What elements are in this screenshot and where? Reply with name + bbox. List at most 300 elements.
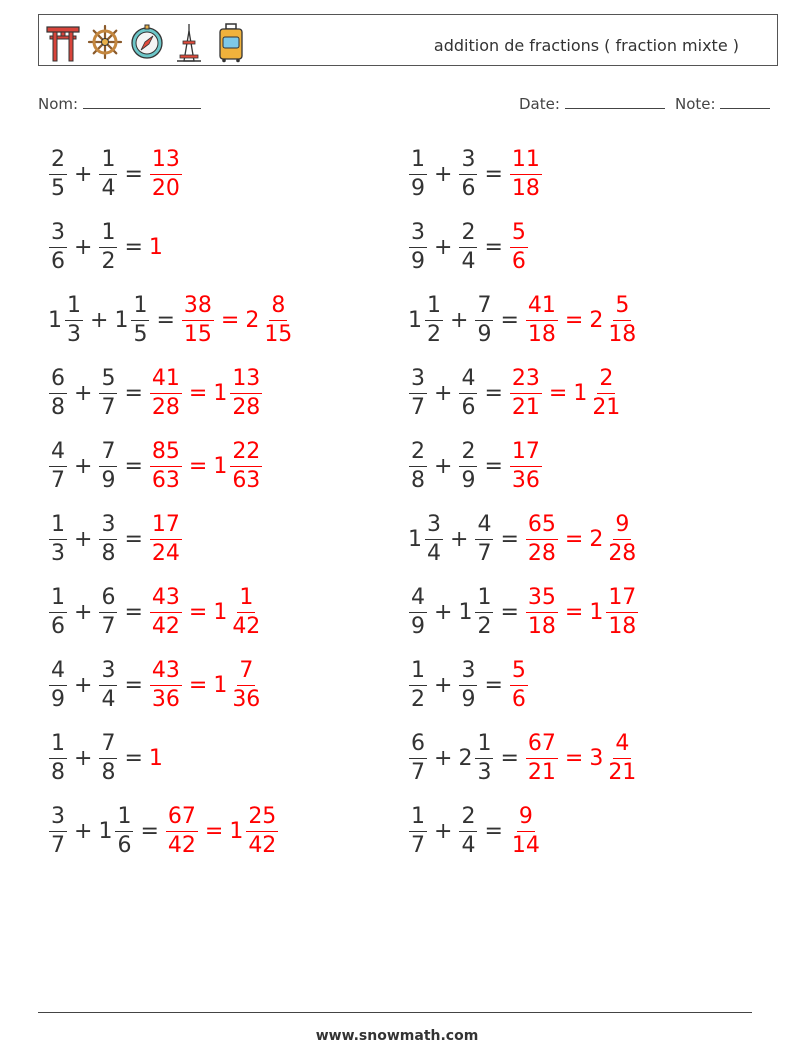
fraction: [150, 511, 182, 566]
numerator: 17: [606, 587, 638, 613]
denominator: 18: [608, 321, 637, 347]
plus-sign: +: [74, 453, 93, 479]
numerator: 4: [475, 514, 493, 540]
plus-sign: +: [450, 526, 469, 552]
denominator: 9: [101, 467, 116, 493]
answer: [523, 292, 641, 347]
problem-row: [46, 144, 185, 204]
denominator: 2: [477, 613, 492, 639]
numerator: 5: [613, 295, 631, 321]
denominator: 6: [511, 686, 526, 712]
denominator: 7: [51, 832, 65, 858]
fraction: [131, 292, 149, 347]
equals-sign: =: [564, 599, 584, 625]
denominator: 21: [511, 394, 540, 420]
numerator: 7: [99, 441, 117, 467]
denominator: 8: [101, 759, 116, 785]
fraction: [49, 803, 67, 858]
plus-sign: +: [434, 234, 453, 260]
numerator: 65: [526, 514, 558, 540]
problem-row: [406, 290, 641, 350]
denominator: 9: [461, 467, 476, 493]
denominator: 7: [101, 394, 116, 420]
equals-sign: =: [564, 307, 584, 333]
name-blank: [83, 94, 201, 109]
denominator: 3: [477, 759, 492, 785]
numerator: 3: [49, 222, 67, 248]
fraction: [99, 219, 117, 274]
numerator: 41: [150, 368, 182, 394]
equals-sign: =: [188, 380, 208, 406]
numerator: 2: [49, 149, 67, 175]
numerator: 41: [526, 295, 558, 321]
fraction: [99, 657, 117, 712]
equals-sign: =: [484, 453, 503, 479]
whole-number: 1: [98, 818, 113, 844]
equals-sign: =: [156, 307, 175, 333]
problem-row: [406, 436, 545, 496]
fraction: [510, 219, 528, 274]
fraction: [49, 146, 67, 201]
name-field: [38, 94, 201, 113]
equals-sign: =: [124, 161, 143, 187]
denominator: 42: [151, 613, 180, 639]
numerator: 3: [409, 368, 427, 394]
numerator: 2: [459, 441, 477, 467]
problem-row: [406, 217, 531, 277]
denominator: 4: [461, 832, 476, 858]
fraction: [459, 803, 477, 858]
fraction: [262, 292, 294, 347]
equals-sign: =: [188, 453, 208, 479]
fraction: [526, 730, 558, 785]
denominator: 28: [232, 394, 261, 420]
fraction: [475, 292, 493, 347]
date-field: [519, 94, 665, 113]
whole-number: 1: [458, 599, 473, 625]
fraction: [115, 803, 133, 858]
equals-sign: =: [188, 672, 208, 698]
plus-sign: +: [450, 307, 469, 333]
denominator: 42: [232, 613, 261, 639]
equals-sign: =: [124, 745, 143, 771]
whole-number: 2: [589, 307, 604, 333]
fraction: [49, 365, 67, 420]
plus-sign: +: [434, 672, 453, 698]
numerator: 67: [166, 806, 198, 832]
denominator: 9: [477, 321, 492, 347]
denominator: 3: [51, 540, 65, 566]
equals-sign: =: [188, 599, 208, 625]
plus-sign: +: [74, 672, 93, 698]
denominator: 5: [51, 175, 65, 201]
worksheet-header: [38, 14, 778, 66]
fraction: [459, 146, 477, 201]
numerator: 1: [115, 806, 133, 832]
numerator: 2: [409, 441, 427, 467]
fraction: [150, 657, 182, 712]
denominator: 9: [51, 686, 65, 712]
denominator: 2: [427, 321, 441, 347]
fraction: [99, 730, 117, 785]
answer: [147, 657, 265, 712]
denominator: 9: [411, 248, 425, 274]
ship-wheel-icon: [87, 21, 123, 63]
fraction: [230, 584, 262, 639]
fraction: [65, 292, 83, 347]
denominator: 9: [461, 686, 476, 712]
plus-sign: +: [74, 818, 93, 844]
problem-row: [406, 509, 641, 569]
fraction: [475, 584, 493, 639]
numerator: 22: [230, 441, 262, 467]
answer: [147, 438, 265, 493]
whole-number: 2: [458, 745, 473, 771]
numerator: 6: [99, 587, 117, 613]
equals-sign: =: [484, 818, 503, 844]
whole-number: 1: [213, 672, 228, 698]
denominator: 8: [51, 394, 65, 420]
numerator: 2: [459, 222, 477, 248]
numerator: 3: [409, 222, 427, 248]
numerator: 1: [49, 514, 67, 540]
fraction: [150, 146, 182, 201]
numerator: 1: [475, 587, 493, 613]
fraction: [49, 657, 67, 712]
denominator: 24: [151, 540, 180, 566]
plus-sign: +: [74, 599, 93, 625]
denominator: 18: [527, 613, 556, 639]
denominator: 8: [51, 759, 65, 785]
plus-sign: +: [434, 745, 453, 771]
denominator: 7: [51, 467, 65, 493]
whole-number: 3: [589, 745, 604, 771]
fraction: [510, 146, 542, 201]
numerator: 7: [237, 660, 255, 686]
footer-url: www.snowmath.com: [315, 1028, 479, 1044]
numerator: 1: [99, 222, 117, 248]
problem-row: [46, 363, 265, 423]
whole-number: 1: [229, 818, 244, 844]
worksheet-title: addition de fractions ( fraction mixte ): [433, 36, 739, 55]
denominator: 14: [511, 832, 540, 858]
numerator: 4: [459, 368, 477, 394]
numerator: 1: [409, 149, 427, 175]
fraction: [99, 365, 117, 420]
fraction: [606, 511, 638, 566]
numerator: 17: [150, 514, 182, 540]
answer: [507, 146, 545, 201]
numerator: 3: [459, 149, 477, 175]
equals-sign: =: [124, 672, 143, 698]
answer: [507, 803, 545, 858]
answer: [147, 584, 265, 639]
fraction: [459, 365, 477, 420]
numerator: 5: [99, 368, 117, 394]
numerator: 13: [230, 368, 262, 394]
fraction: [409, 584, 427, 639]
denominator: 4: [427, 540, 441, 566]
fraction: [182, 292, 214, 347]
denominator: 3: [67, 321, 81, 347]
numerator: 9: [613, 514, 631, 540]
equals-sign: =: [548, 380, 568, 406]
whole-number: 2: [245, 307, 260, 333]
plus-sign: +: [434, 453, 453, 479]
denominator: 4: [101, 175, 116, 201]
fraction: [150, 365, 182, 420]
date-blank: [565, 94, 665, 109]
whole-number: 1: [573, 380, 588, 406]
denominator: 18: [608, 613, 637, 639]
problem-row: [46, 290, 297, 350]
numerator: 1: [49, 587, 67, 613]
denominator: 6: [117, 832, 132, 858]
fraction: [510, 365, 542, 420]
plus-sign: +: [74, 161, 93, 187]
plus-sign: +: [74, 745, 93, 771]
denominator: 8: [411, 467, 425, 493]
answer: [147, 365, 265, 420]
fraction: [230, 657, 262, 712]
numerator: 4: [409, 587, 427, 613]
numerator: 1: [409, 806, 427, 832]
denominator: 7: [411, 759, 425, 785]
numerator: 4: [49, 660, 67, 686]
equals-sign: =: [124, 599, 143, 625]
problem-row: [406, 582, 641, 642]
numerator: 23: [510, 368, 542, 394]
fraction: [510, 657, 528, 712]
numerator: 1: [131, 295, 149, 321]
answer: [147, 511, 185, 566]
denominator: 36: [151, 686, 180, 712]
whole-number: 1: [213, 599, 228, 625]
fraction: [99, 438, 117, 493]
numerator: 6: [409, 733, 427, 759]
answer: [523, 584, 641, 639]
equals-sign: =: [484, 672, 503, 698]
fraction: [49, 511, 67, 566]
denominator: 36: [511, 467, 540, 493]
denominator: 5: [133, 321, 148, 347]
fraction: [510, 438, 542, 493]
footer-divider: [38, 1012, 752, 1013]
grade-field: [675, 94, 770, 113]
fraction: [99, 511, 117, 566]
numerator: 7: [475, 295, 493, 321]
fraction: [49, 438, 67, 493]
numerator: 1: [49, 733, 67, 759]
fraction: [150, 438, 182, 493]
fraction: [409, 365, 427, 420]
denominator: 6: [51, 248, 65, 274]
problem-row: [46, 217, 163, 277]
numerator: 4: [49, 441, 67, 467]
date-label: Date:: [519, 95, 560, 113]
denominator: 15: [183, 321, 212, 347]
denominator: 7: [477, 540, 492, 566]
denominator: 42: [167, 832, 196, 858]
equals-sign: =: [500, 526, 519, 552]
fraction: [166, 803, 198, 858]
icon-strip: [45, 21, 249, 63]
whole-number: 1: [148, 745, 163, 771]
numerator: 1: [425, 295, 443, 321]
equals-sign: =: [484, 234, 503, 260]
fraction: [409, 730, 427, 785]
numerator: 1: [237, 587, 255, 613]
torii-gate-icon: [45, 21, 81, 63]
problem-row: [406, 655, 531, 715]
problem-row: [46, 436, 265, 496]
equals-sign: =: [140, 818, 159, 844]
compass-icon: [129, 21, 165, 63]
denominator: 21: [608, 759, 637, 785]
whole-number: 1: [213, 453, 228, 479]
problem-row: [46, 509, 185, 569]
fraction: [99, 146, 117, 201]
grade-label: Note:: [675, 95, 716, 113]
numerator: 85: [150, 441, 182, 467]
fraction: [49, 584, 67, 639]
denominator: 9: [411, 613, 425, 639]
numerator: 1: [409, 660, 427, 686]
equals-sign: =: [220, 307, 240, 333]
whole-number: 1: [213, 380, 228, 406]
numerator: 67: [526, 733, 558, 759]
numerator: 11: [510, 149, 542, 175]
denominator: 28: [151, 394, 180, 420]
fraction: [459, 438, 477, 493]
numerator: 13: [150, 149, 182, 175]
fraction: [425, 292, 443, 347]
plus-sign: +: [434, 599, 453, 625]
whole-number: 1: [114, 307, 129, 333]
problem-row: [46, 801, 281, 861]
plus-sign: +: [434, 161, 453, 187]
denominator: 20: [151, 175, 180, 201]
numerator: 9: [517, 806, 535, 832]
fraction: [409, 146, 427, 201]
fraction: [409, 219, 427, 274]
equals-sign: =: [484, 380, 503, 406]
plus-sign: +: [434, 380, 453, 406]
whole-number: 1: [148, 234, 163, 260]
plus-sign: +: [74, 526, 93, 552]
answer: [507, 657, 531, 712]
fraction: [510, 803, 542, 858]
fraction: [230, 365, 262, 420]
numerator: 1: [65, 295, 83, 321]
answer: [507, 219, 531, 274]
fraction: [475, 511, 493, 566]
fraction: [49, 219, 67, 274]
problem-row: [46, 582, 265, 642]
answer: [523, 511, 641, 566]
numerator: 6: [49, 368, 67, 394]
denominator: 28: [608, 540, 637, 566]
denominator: 2: [411, 686, 425, 712]
numerator: 1: [475, 733, 493, 759]
fraction: [425, 511, 443, 566]
numerator: 38: [182, 295, 214, 321]
answer: [523, 730, 641, 785]
numerator: 2: [597, 368, 615, 394]
denominator: 63: [151, 467, 180, 493]
whole-number: 1: [589, 599, 604, 625]
answer: [163, 803, 281, 858]
fraction: [230, 438, 262, 493]
numerator: 4: [613, 733, 631, 759]
denominator: 7: [101, 613, 116, 639]
equals-sign: =: [500, 745, 519, 771]
fraction: [459, 657, 477, 712]
denominator: 6: [461, 175, 476, 201]
numerator: 5: [510, 222, 528, 248]
fraction: [606, 584, 638, 639]
luggage-icon: [213, 21, 249, 63]
numerator: 5: [510, 660, 528, 686]
denominator: 6: [511, 248, 526, 274]
equals-sign: =: [124, 234, 143, 260]
fraction: [409, 657, 427, 712]
equals-sign: =: [124, 380, 143, 406]
equals-sign: =: [484, 161, 503, 187]
answer: [147, 235, 163, 260]
fraction: [526, 511, 558, 566]
numerator: 43: [150, 660, 182, 686]
answer: [147, 746, 163, 771]
plus-sign: +: [74, 234, 93, 260]
denominator: 63: [232, 467, 261, 493]
denominator: 18: [527, 321, 556, 347]
numerator: 17: [510, 441, 542, 467]
denominator: 8: [101, 540, 116, 566]
equals-sign: =: [124, 526, 143, 552]
fraction: [99, 584, 117, 639]
problem-row: [406, 144, 545, 204]
denominator: 6: [51, 613, 65, 639]
fraction: [150, 584, 182, 639]
answer: [179, 292, 297, 347]
plus-sign: +: [434, 818, 453, 844]
whole-number: 1: [48, 307, 62, 333]
denominator: 7: [411, 394, 425, 420]
grade-blank: [720, 94, 770, 109]
fraction: [459, 219, 477, 274]
fraction: [49, 730, 67, 785]
numerator: 3: [49, 806, 67, 832]
fraction: [246, 803, 278, 858]
equals-sign: =: [500, 307, 519, 333]
equals-sign: =: [564, 526, 584, 552]
numerator: 7: [99, 733, 117, 759]
fraction: [526, 584, 558, 639]
name-label: Nom:: [38, 95, 79, 113]
numerator: 3: [99, 514, 117, 540]
plus-sign: +: [90, 307, 109, 333]
fraction: [409, 438, 427, 493]
answer: [507, 438, 545, 493]
numerator: 35: [526, 587, 558, 613]
numerator: 43: [150, 587, 182, 613]
fraction: [526, 292, 558, 347]
answer: [507, 365, 625, 420]
denominator: 7: [411, 832, 425, 858]
fraction: [475, 730, 493, 785]
whole-number: 2: [589, 526, 604, 552]
